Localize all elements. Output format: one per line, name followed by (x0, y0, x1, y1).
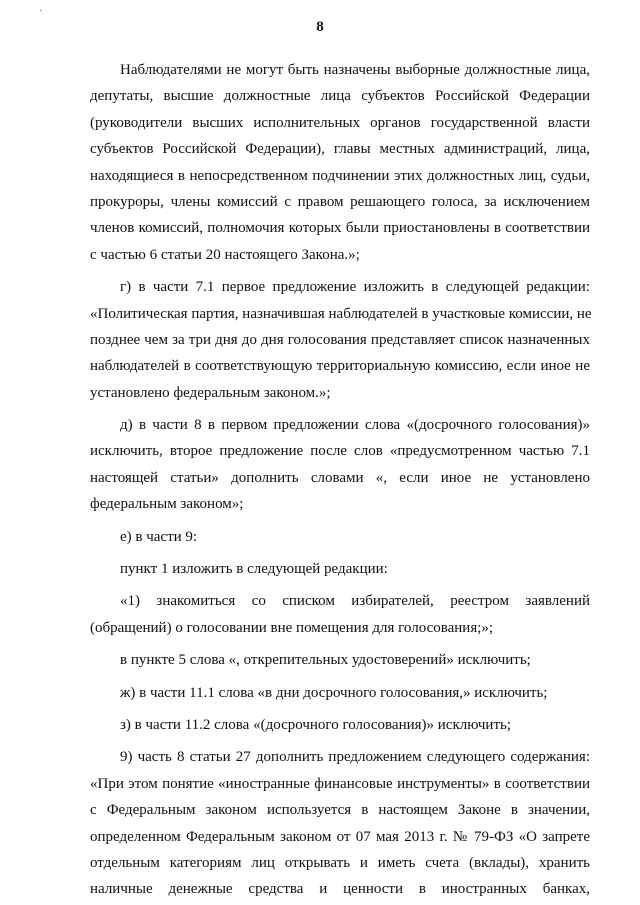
paragraph-item-e (90, 524, 590, 550)
text-line: наличные денежные средства и ценности в иностранных банках, (90, 881, 590, 898)
text-line: установлено федеральным законом.»; (90, 384, 331, 401)
text-line: 9) часть 8 статьи 27 дополнить предложением следующего содержания: (120, 749, 590, 766)
text-line: определенном Федеральным законом от 07 мая 2013 г. № 79-ФЗ «О запрете (90, 828, 590, 845)
text-line: з) в части 11.2 слова «(досрочного голосования)» исключить; (120, 716, 512, 733)
paragraph-point-1-text (90, 588, 590, 641)
text-line: д) в части 8 в первом предложении слова «(досрочного голосования)» (120, 417, 590, 434)
paragraph-item-g (90, 274, 590, 406)
text-line: «1) знакомиться со списком избирателей, реестром заявлений (120, 593, 590, 610)
page-number: 8 (316, 19, 324, 35)
text-line: настоящей статьи» дополнить словами «, если иное не установлено (90, 469, 590, 486)
document-body (90, 57, 590, 903)
text-line: ж) в части 11.1 слова «в дни досрочного голосования,» исключить; (120, 684, 548, 701)
text-line: позднее чем за три дня до дня голосования представляет список назначенных (90, 331, 590, 348)
text-line: пункт 1 изложить в следующей редакции: (120, 561, 388, 578)
corner-mark: ′ (40, 8, 42, 18)
text-line: депутаты, высшие должностные лица субъектов Российской Федерации (90, 88, 590, 105)
text-line: е) в части 9: (120, 528, 198, 545)
paragraph-item-9 (90, 744, 590, 902)
paragraph-item-z (90, 712, 590, 738)
text-line: прокуроры, члены комиссий с правом решающего голоса, за исключением (90, 193, 590, 210)
text-line: исключить, второе предложение после слов «предусмотренном частью 7.1 (90, 443, 590, 460)
text-line: (руководители высших исполнительных органов государственной власти (90, 114, 590, 131)
text-line: «Политическая партия, назначившая наблюдателей в участковые комиссии, не (90, 305, 592, 322)
text-line: федеральным законом»; (90, 496, 244, 513)
text-line: отдельным категориям лиц открывать и иметь счета (вклады), хранить (90, 854, 590, 871)
text-line: наблюдателей в соответствующую территориальную комиссию, если иное не (90, 358, 590, 375)
text-line: с Федеральным законом используется в настоящем Законе в значении, (90, 802, 590, 819)
text-line: «При этом понятие «иностранные финансовые инструменты» в соответствии (90, 775, 590, 792)
text-line: (обращений) о голосовании вне помещения для голосования;»; (90, 619, 494, 636)
paragraph-point-1-intro (90, 556, 590, 582)
text-line: Наблюдателями не могут быть назначены выборные должностные лица, (120, 62, 590, 78)
paragraph-item-zh (90, 680, 590, 706)
text-line: в пункте 5 слова «, открепительных удостоверений» исключить; (120, 652, 531, 669)
text-line: г) в части 7.1 первое предложение изложить в следующей редакции: (120, 279, 590, 296)
text-line: субъектов Российской Федерации), главы местных администраций, лица, (90, 141, 590, 158)
text-line: с частью 6 статьи 20 настоящего Закона.»; (90, 246, 360, 263)
paragraph-observers (90, 57, 590, 268)
text-line: находящиеся в непосредственном подчинении этих должностных лиц, судьи, (90, 167, 590, 184)
paragraph-item-d (90, 412, 590, 518)
text-line: членов комиссий, полномочия которых были приостановлены в соответствии (90, 220, 590, 237)
paragraph-point-5 (90, 647, 590, 673)
